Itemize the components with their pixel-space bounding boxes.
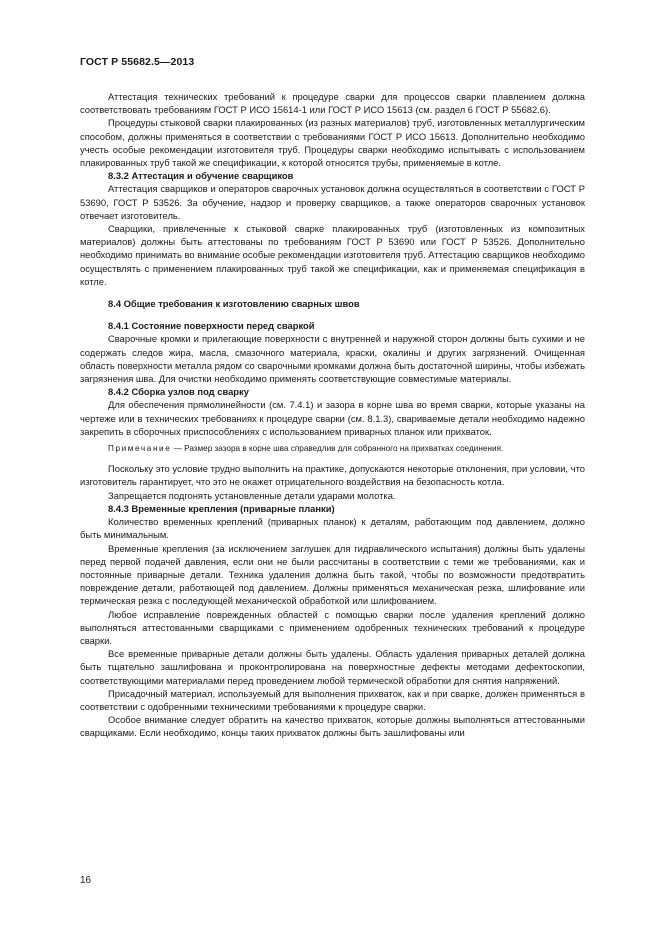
paragraph: Для обеспечения прямолинейности (см. 7.4.1) и зазора в корне шва во время сварки, которые указаны на чертеже или в технических требованиях к процедуре сварки (см. 8.1.3), свариваемые детали необходимо надежно закрепить в сборочных приспособлениях с использованием приварных планок или прихваток. [80, 399, 585, 437]
note-label: Примечание [108, 444, 172, 454]
paragraph: Запрещается подгонять установленные детали ударами молотка. [108, 489, 396, 501]
paragraph: Аттестация сварщиков и операторов сварочных установок должна осуществляться в соответствии с ГОСТ Р 53690, ГОСТ Р 53526. За обучение, надзор и проверку сварщиков, а также операторов сварочных установок отвечает изготовитель. [80, 183, 585, 221]
paragraph: Сварочные кромки и прилегающие поверхности с внутренней и наружной сторон должны быть сухими и не содержать следов жира, масла, смазочного материала, краски, окалины и других загрязнений. Очищенная область поверхности металла рядом со сварочными кромками должна быть достаточной ширины, чтобы избежать загрязнения шва. Для очистки необходимо применять соответствующие совместимые материалы. [80, 333, 585, 385]
paragraph: Процедуры стыковой сварки плакированных (из разных материалов) труб, изготовленных металлургическим способом, должны применяться в соответствии с требованиями ГОСТ Р ИСО 15613. Дополнительно необходимо учесть особые рекомендации изготовителя труб. Процедуры сварки необходимо испытывать с использованием плакированных труб такой же спецификации, к которой относятся трубы, применяемые в котле. [80, 117, 585, 169]
section-heading: 8.4 Общие требования к изготовлению сварных швов [108, 298, 360, 310]
paragraph: Временные крепления (за исключением заглушек для гидравлического испытания) должны быть удалены перед первой подачей давления, если они не были рассчитаны в соответствии с теми же требованиями, как и постоянные приварные детали. Техника удаления должна быть такой, чтобы по возможности предотвратить повреждение детали, работающей под давлением. Должны применяться механическая резка, шлифование или термическая резка с последующей механической обработкой или шлифованием. [80, 542, 585, 607]
paragraph: Сварщики, привлеченные к стыковой сварке плакированных труб (изготовленных из композитных материалов) должны быть аттестованы по требованиям ГОСТ Р 53690 или ГОСТ Р 53526. Дополнительно необходимо принимать во внимание особые рекомендации изготовителя труб. Аттестацию сварщиков необходимо осуществлять с применением плакированных труб такой же спецификации, как и применяемая спецификация в котле. [80, 223, 585, 287]
paragraph: Присадочный материал, используемый для выполнения прихваток, как и при сварке, должен применяться в соответствии с одобренными техническими требованиями к процедуре сварки. [80, 687, 585, 712]
section-heading: 8.4.2 Сборка узлов под сварку [108, 386, 249, 398]
note [80, 442, 585, 455]
section-heading: 8.3.2 Аттестация и обучение сварщиков [108, 170, 294, 182]
note-text: — Размер зазора в корне шва справедлив для собранного на прихватках соединения. [171, 444, 504, 454]
section-heading: 8.4.3 Временные крепления (приварные планки) [108, 502, 335, 514]
section-heading: 8.4.1 Состояние поверхности перед сваркой [108, 320, 315, 332]
paragraph: Количество временных креплений (приварных планок) к деталям, работающим под давлением, должно быть минимальным. [80, 516, 585, 541]
document-body [80, 90, 585, 740]
paragraph: Особое внимание следует обратить на качество прихваток, которые должны выполняться аттестованными сварщиками. Если необходимо, концы таких прихваток должны быть зашлифованы или [80, 714, 585, 739]
paragraph: Аттестация технических требований к процедуре сварки для процессов сварки плавлением должна соответствовать требованиям ГОСТ Р ИСО 15614-1 или ГОСТ Р ИСО 15613 (см. раздел 6 ГОСТ Р 55682.6). [80, 91, 585, 116]
paragraph: Поскольку это условие трудно выполнить на практике, допускаются некоторые отклонения, при условии, что изготовитель гарантирует, что это не окажет отрицательного воздействия на безопасность котла. [80, 463, 585, 488]
paragraph: Любое исправление поврежденных областей с помощью сварки после удаления креплений должно выполняться аттестованными сварщиками с применением одобренных технических требований к процедуре сварки. [80, 608, 585, 646]
paragraph: Все временные приварные детали должны быть удалены. Область удаления приварных деталей должна быть тщательно зашлифована и проконтролирована на поверхностные дефекты методами дефектоскопии, соответствующими материалами перед проведением любой термической обработки для снятия напряжений. [80, 648, 585, 686]
page-number: 16 [80, 875, 92, 886]
document-header: ГОСТ Р 55682.5—2013 [80, 56, 195, 68]
